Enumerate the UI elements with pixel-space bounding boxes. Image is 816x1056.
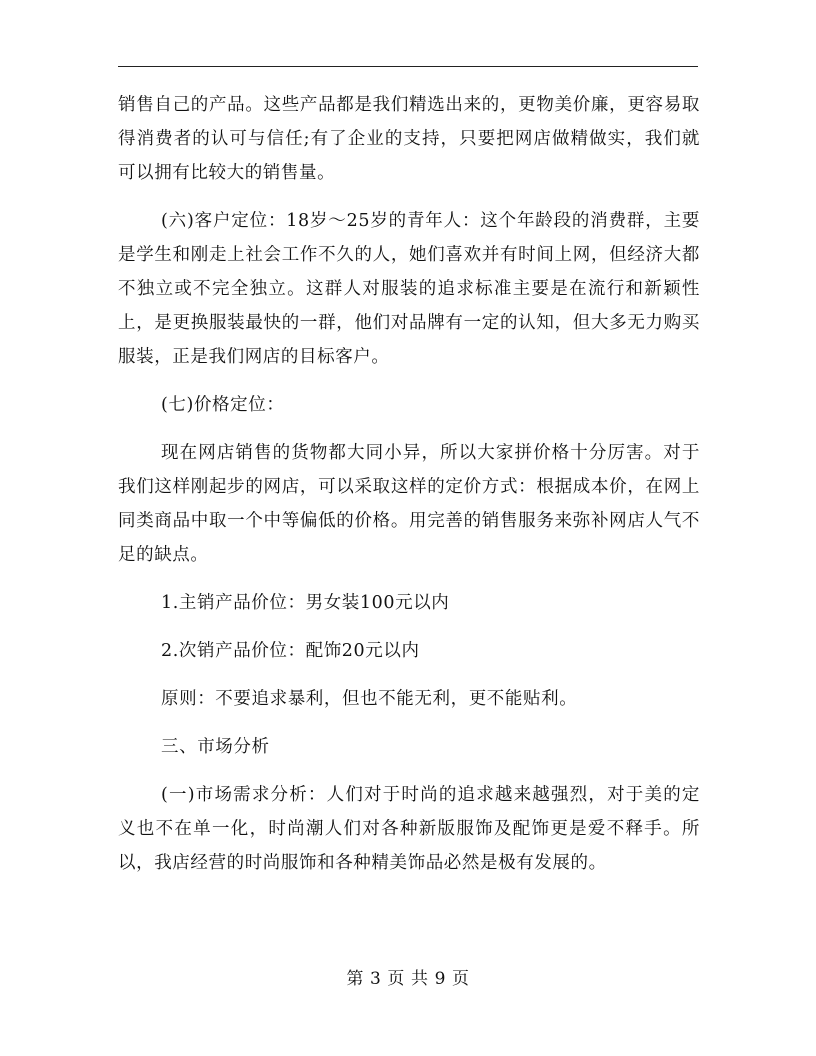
list-item-secondary-product-price: 2.次销产品价位：配饰20元以内 [161,641,420,661]
paragraph-customer-positioning: (六)客户定位：18岁～25岁的青年人：这个年龄段的消费群，主要是学生和刚走上社会工作不久的人，她们喜欢并有时间上网，但经济大都不独立或不完全独立。这群人对服装的追求标准主要是在流行和新颖性上，是更换服装最快的一群，他们对品牌有一定的认知，但大多无力购买服装，正是我们网店的目标客户。 [118,211,700,367]
paragraph-pricing-principle: 原则：不要追求暴利，但也不能无利，更不能贴利。 [161,689,578,709]
paragraph-pricing-strategy: 现在网店销售的货物都大同小异，所以大家拼价格十分厉害。对于我们这样刚起步的网店，可以采取这样的定价方式：根据成本价，在网上同类商品中取一个中等偏低的价格。用完善的销售服务来弥补网店人气不足的缺点。 [118,443,700,565]
document-body [118,88,700,894]
page-number-footer: 第 3 页 共 9 页 [346,969,470,989]
paragraph-continued-sales: 销售自己的产品。这些产品都是我们精选出来的，更物美价廉，更容易取得消费者的认可与信任;有了企业的支持，只要把网店做精做实，我们就可以拥有比较大的销售量。 [118,95,700,183]
paragraph-market-demand: (一)市场需求分析：人们对于时尚的追求越来越强烈，对于美的定义也不在单一化，时尚潮人们对各种新版服饰及配饰更是爱不释手。所以，我店经营的时尚服饰和各种精美饰品必然是极有发展的。 [118,785,700,873]
heading-market-analysis: 三、市场分析 [161,737,270,757]
list-item-main-product-price: 1.主销产品价位：男女装100元以内 [161,593,450,613]
header-rule [118,66,698,67]
heading-price-positioning: (七)价格定位： [161,395,285,415]
